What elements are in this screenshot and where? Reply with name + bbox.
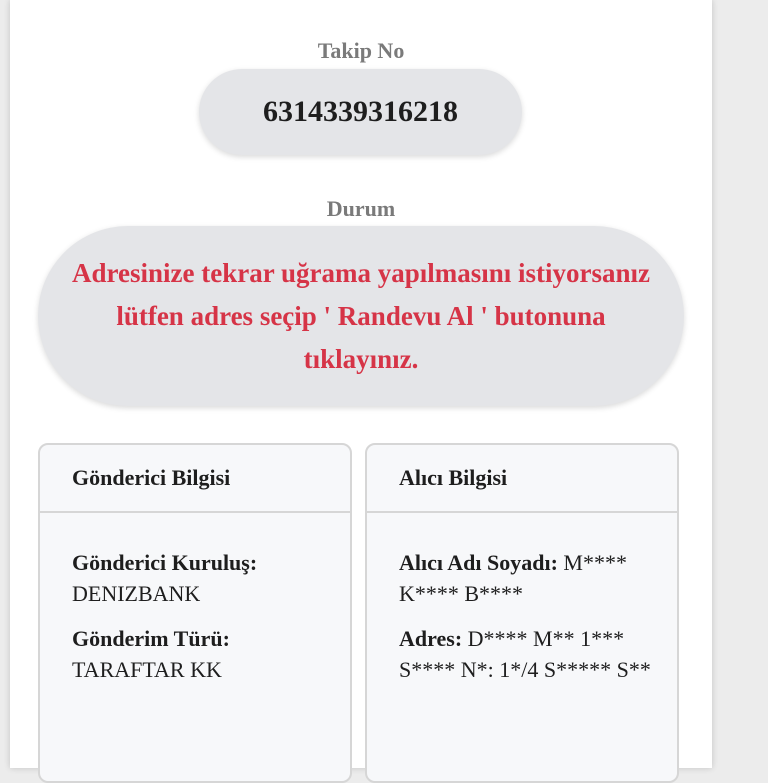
tracking-number-value: 6314339316218 [263,95,458,128]
sender-card-title: Gönderici Bilgisi [40,445,350,513]
sender-info-card [38,443,352,783]
status-message-pill [38,226,684,406]
status-label: Durum [326,196,396,221]
receiver-address-value: D**** M** 1*** S**** N*: 1*/4 S***** S** [399,626,651,682]
tracking-number-label: Takip No [317,38,405,63]
tracking-number-pill [199,69,522,155]
shipment-type-value: TARAFTAR KK [72,657,222,682]
status-message: Adresinize tekrar uğrama yapılmasını istiyorsanız lütfen adres seçip ' Randevu Al ' butonuna tıklayınız. [72,257,650,374]
receiver-name-field [399,547,657,609]
tracking-page [10,0,712,768]
receiver-card-title: Alıcı Bilgisi [367,445,677,513]
receiver-address-label: Adres: [399,626,463,651]
sender-card-body [40,513,350,685]
receiver-info-card [365,443,679,783]
receiver-address-field [399,623,657,685]
receiver-card-body [367,513,677,685]
receiver-name-value: M**** K**** B**** [399,550,627,606]
shipment-type-field [72,623,330,685]
sender-institution-label: Gönderici Kuruluş: [72,550,258,575]
sender-institution-field [72,547,330,609]
receiver-name-label: Alıcı Adı Soyadı: [399,550,558,575]
sender-institution-value: DENIZBANK [72,581,201,606]
shipment-type-label: Gönderim Türü: [72,626,230,651]
